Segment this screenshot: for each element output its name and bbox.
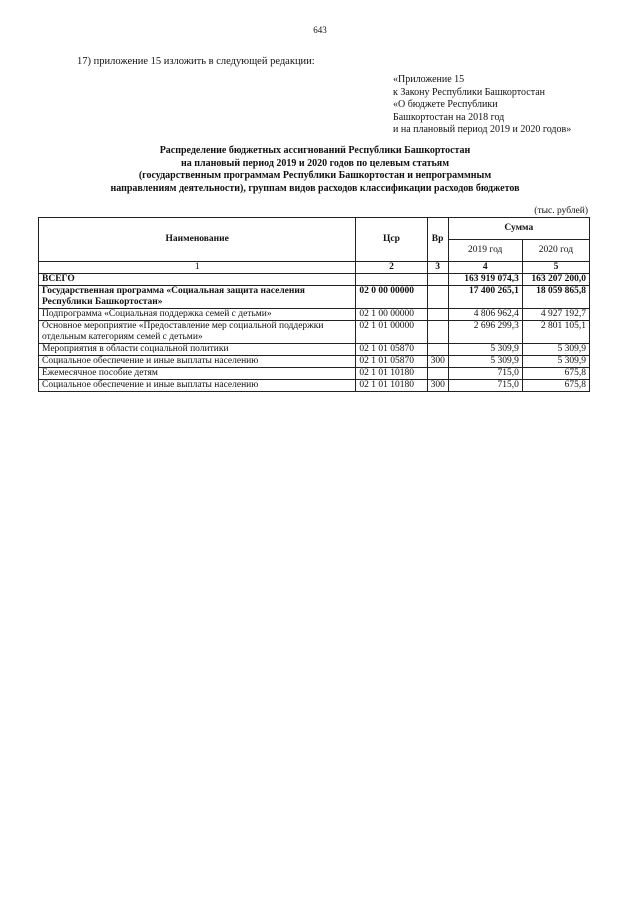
row-vr	[427, 321, 448, 344]
row-csr: 02 1 00 00000	[356, 309, 427, 321]
row-2020: 18 059 865,8	[522, 286, 589, 309]
table-row	[39, 344, 590, 356]
row-name: Социальное обеспечение и иные выплаты населению	[39, 356, 356, 368]
appendix-line: и на плановый период 2019 и 2020 годов»	[393, 124, 572, 135]
row-2020: 675,8	[522, 380, 589, 392]
appendix-line: «О бюджете Республики	[393, 99, 498, 110]
row-name: ВСЕГО	[39, 274, 356, 286]
row-csr	[356, 274, 427, 286]
row-vr	[427, 274, 448, 286]
row-vr: 300	[427, 380, 448, 392]
intro-text: 17) приложение 15 изложить в следующей редакции:	[77, 56, 315, 67]
row-2019: 163 919 074,3	[448, 274, 522, 286]
row-2020: 2 801 105,1	[522, 321, 589, 344]
row-csr: 02 1 01 05870	[356, 356, 427, 368]
title-line: на плановый период 2019 и 2020 годов по целевым статьям	[180, 157, 450, 169]
row-2019: 17 400 265,1	[448, 286, 522, 309]
row-csr: 02 1 01 00000	[356, 321, 427, 344]
header-csr: Цср	[356, 218, 427, 262]
row-vr	[427, 368, 448, 380]
table-row	[39, 356, 590, 368]
row-vr: 300	[427, 356, 448, 368]
row-csr: 02 1 01 10180	[356, 380, 427, 392]
title-line: (государственным программам Республики Башкортостан и непрограммным	[138, 170, 492, 181]
row-name: Ежемесячное пособие детям	[39, 368, 356, 380]
row-name: Мероприятия в области социальной политики	[39, 344, 356, 356]
row-csr: 02 1 01 05870	[356, 344, 427, 356]
row-name: Социальное обеспечение и иные выплаты населению	[39, 380, 356, 392]
header-name: Наименование	[39, 218, 356, 262]
index-row	[39, 262, 590, 274]
row-vr	[427, 286, 448, 309]
index-cell: 5	[522, 262, 589, 274]
header-2020: 2020 год	[522, 240, 589, 262]
row-2019: 715,0	[448, 380, 522, 392]
row-2020: 675,8	[522, 368, 589, 380]
row-name: Подпрограмма «Социальная поддержка семей с детьми»	[39, 309, 356, 321]
row-2020: 4 927 192,7	[522, 309, 589, 321]
document-title	[40, 145, 590, 195]
table-row	[39, 309, 590, 321]
row-2019: 5 309,9	[448, 344, 522, 356]
row-csr: 02 0 00 00000	[356, 286, 427, 309]
row-name: Государственная программа «Социальная защита населения Республики Башкортостан»	[39, 286, 356, 309]
row-name: Основное мероприятие «Предоставление мер социальной поддержки отдельным категориям семей с детьми»	[39, 321, 356, 344]
budget-table	[38, 217, 590, 392]
index-cell: 3	[427, 262, 448, 274]
appendix-reference	[393, 74, 571, 137]
header-sum: Сумма	[448, 218, 589, 240]
table-row	[39, 274, 590, 286]
row-csr: 02 1 01 10180	[356, 368, 427, 380]
header-vr: Вр	[427, 218, 448, 262]
table-row	[39, 368, 590, 380]
row-2020: 5 309,9	[522, 356, 589, 368]
row-2019: 715,0	[448, 368, 522, 380]
table-row	[39, 286, 590, 309]
row-2020: 5 309,9	[522, 344, 589, 356]
row-2019: 2 696 299,3	[448, 321, 522, 344]
table-row	[39, 380, 590, 392]
appendix-line: Башкортостан на 2018 год	[393, 111, 505, 123]
appendix-line: к Закону Республики Башкортостан	[393, 86, 545, 98]
units-label: (тыс. рублей)	[534, 206, 588, 216]
appendix-line: «Приложение 15	[393, 74, 465, 85]
index-cell: 4	[448, 262, 522, 274]
title-line: направлениям деятельности), группам видов расходов классификации расходов бюджетов	[110, 182, 520, 194]
page-number: 643	[313, 25, 327, 35]
header-2019: 2019 год	[448, 240, 522, 262]
index-cell: 2	[356, 262, 427, 274]
row-vr	[427, 309, 448, 321]
table-row	[39, 321, 590, 344]
row-2019: 5 309,9	[448, 356, 522, 368]
row-vr	[427, 344, 448, 356]
index-cell: 1	[39, 262, 356, 274]
row-2020: 163 207 200,0	[522, 274, 589, 286]
title-line: Распределение бюджетных ассигнований Республики Башкортостан	[159, 145, 471, 156]
row-2019: 4 806 962,4	[448, 309, 522, 321]
